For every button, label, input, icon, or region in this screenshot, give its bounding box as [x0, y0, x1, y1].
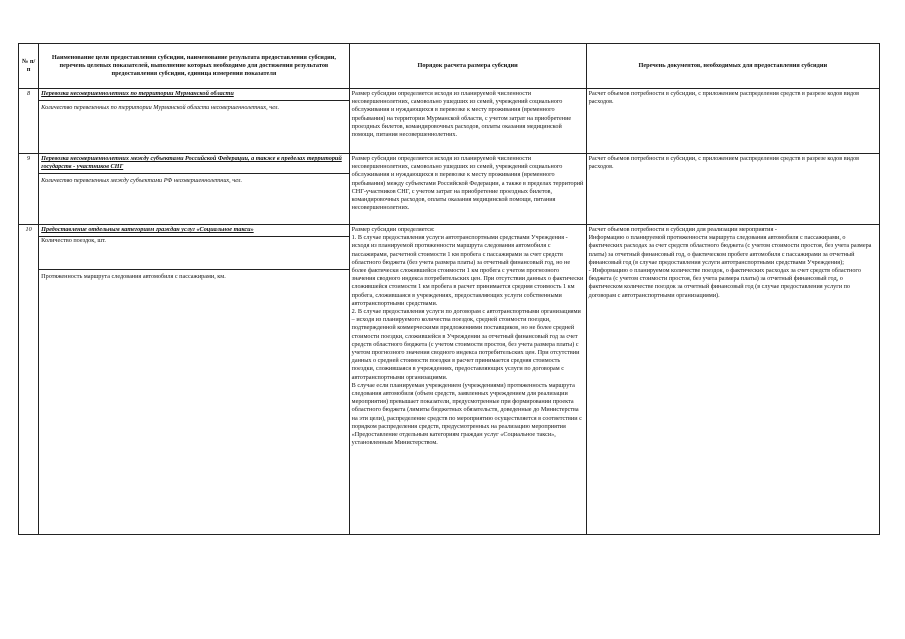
- indicator: Количество перевезенных между субъектами РФ несовершеннолетних, чел.: [41, 177, 243, 185]
- subsidy-table: [18, 43, 880, 535]
- header-name: Наименование цели предоставления субсидии, наименование результата предоставления субсидии, перечень целевых показателей, выполнение которых необходимо для достижения результатов предоставления субсидии, единица измерения показателя: [39, 44, 350, 89]
- header-num: № п/п: [19, 44, 39, 89]
- indicator: Количество поездок, шт.: [39, 236, 349, 270]
- calc-cell: Размер субсидии определяется исходя из планируемой численности несовершеннолетних, самовольно ушедших из семей, учреждений социального обслуживания и нуждающихся в перевозке к месту проживания (временного пребывания) между субъектами Российской Федерации, а также в пределах территорий СНГ-участников СНГ, с учетом затрат на приобретение проездных билетов, командировочных расходов, оплаты оказания медицинской помощи, питания несовершеннолетних.: [349, 154, 586, 225]
- table-row: [19, 154, 880, 225]
- table-row: [19, 89, 880, 154]
- row-number: 9: [19, 154, 39, 225]
- docs-cell: Расчет объемов потребности в субсидии, с приложением распределения средств в разрезе кодов видов расходов.: [586, 154, 879, 225]
- docs-cell: Расчет объемов потребности в субсидии, с приложением распределения средств в разрезе кодов видов расходов.: [586, 89, 879, 154]
- header-row: [19, 44, 880, 89]
- goal-title: Перевозка несовершеннолетних между субъектами Российской Федерации, а также в пределах территорий государств - участников СНГ: [41, 155, 342, 171]
- header-calc: Порядок расчета размера субсидии: [349, 44, 586, 89]
- goal-cell: [39, 154, 350, 225]
- calc-cell: Размер субсидии определяется: 1. В случае предоставления услуги автотранспортными средствами Учреждения - исходя из планируемой протяженности маршрута следования автомобиля с пассажирами, расчетной стоимости 1 км пробега с пассажирами за счет средств областного бюджета (без учета размера платы) за отчетный финансовый год, но не более фактически сложившейся стоимости 1 км пробега с учетом прогнозного значения сводного индекса потребительских цен. При отсутствии данных о фактически сложившейся стоимости 1 км пробега в расчет принимается средняя стоимость 1 км пробега, сложившаяся в учреждениях, предоставляющих услуги собственными автотранспортными средствами. 2. В случае предоставления услуги по договорам с автотранспортными организациями – исходя из планируемого количества поездок, средней стоимости поездки, подтвержденной коммерческими предложениями поставщиков, но не более средней стоимости поездки, сложившейся в Учреждении за отчетный финансовый год за счет средств областного бюджета (с учетом стоимости простоя, без учета размера платы) с учетом прогнозного значения сводного индекса потребительских цен. При отсутствии данных о средней стоимости поездки в расчет принимается средняя стоимость поездки, сложившаяся в учреждениях, предоставляющих услуги по договорам с автотранспортными организациями. В случае если планируемая учреждением (учреждениями) протяженность маршрута следования автомобиля (объем средств, заявленных учреждением для реализации мероприятия) превышает показатели, предусмотренные при формировании проекта областного бюджета (лимиты бюджетных обязательств, доведенные до Министерства на эти цели), распределение средств по мероприятию осуществляется в соответствии с порядком распределения средств, предусмотренных на реализацию мероприятия «Предоставление отдельным категориям граждан услуг «Социальное такси», установленным Министерством.: [349, 225, 586, 535]
- goal-title: Предоставление отдельным категориям граждан услуг «Социальное такси»: [41, 226, 254, 233]
- indicator: Количество перевезенных по территории Мурманской области несовершеннолетних, чел.: [41, 104, 280, 112]
- row-number: 10: [19, 225, 39, 535]
- calc-cell: Размер субсидии определяется исходя из планируемой численности несовершеннолетних, самовольно ушедших из семей, учреждений социального обслуживания и нуждающихся в перевозке к месту проживания (временного пребывания) на территории Мурманской области, с учетом затрат на приобретение проездных билетов, командировочных расходов, оплаты оказания медицинской помощи, питания несовершеннолетних.: [349, 89, 586, 154]
- goal-cell: [39, 225, 350, 535]
- indicator: Протяженность маршрута следования автомобиля с пассажирами, км.: [41, 273, 226, 281]
- row-number: 8: [19, 89, 39, 154]
- goal-title: Перевозка несовершеннолетних по территории Мурманской области: [41, 90, 234, 97]
- header-docs: Перечень документов, необходимых для предоставления субсидии: [586, 44, 879, 89]
- goal-cell: [39, 89, 350, 154]
- docs-cell: Расчет объемов потребности в субсидии для реализации мероприятия - Информацию о планируемой протяженности маршрута следования автомобиля с пассажирами, о фактических расходах за счет средств областного бюджета (с учетом стоимости простоя, без учета размера платы) за отчетный финансовый год, о фактическом пробеге автомобиля с пассажирами за отчетный финансовый год (в случае предоставления услуги автотранспортными средствами Учреждения); - Информацию о планируемом количестве поездок, о фактических расходах за счет средств областного бюджета (с учетом стоимости простоя, без учета размера платы) за отчетный финансовый год, о фактическом количестве поездок за отчетный финансовый год (в случае предоставления услуги по договорам с автотранспортными организациями).: [586, 225, 879, 535]
- table-row: [19, 225, 880, 535]
